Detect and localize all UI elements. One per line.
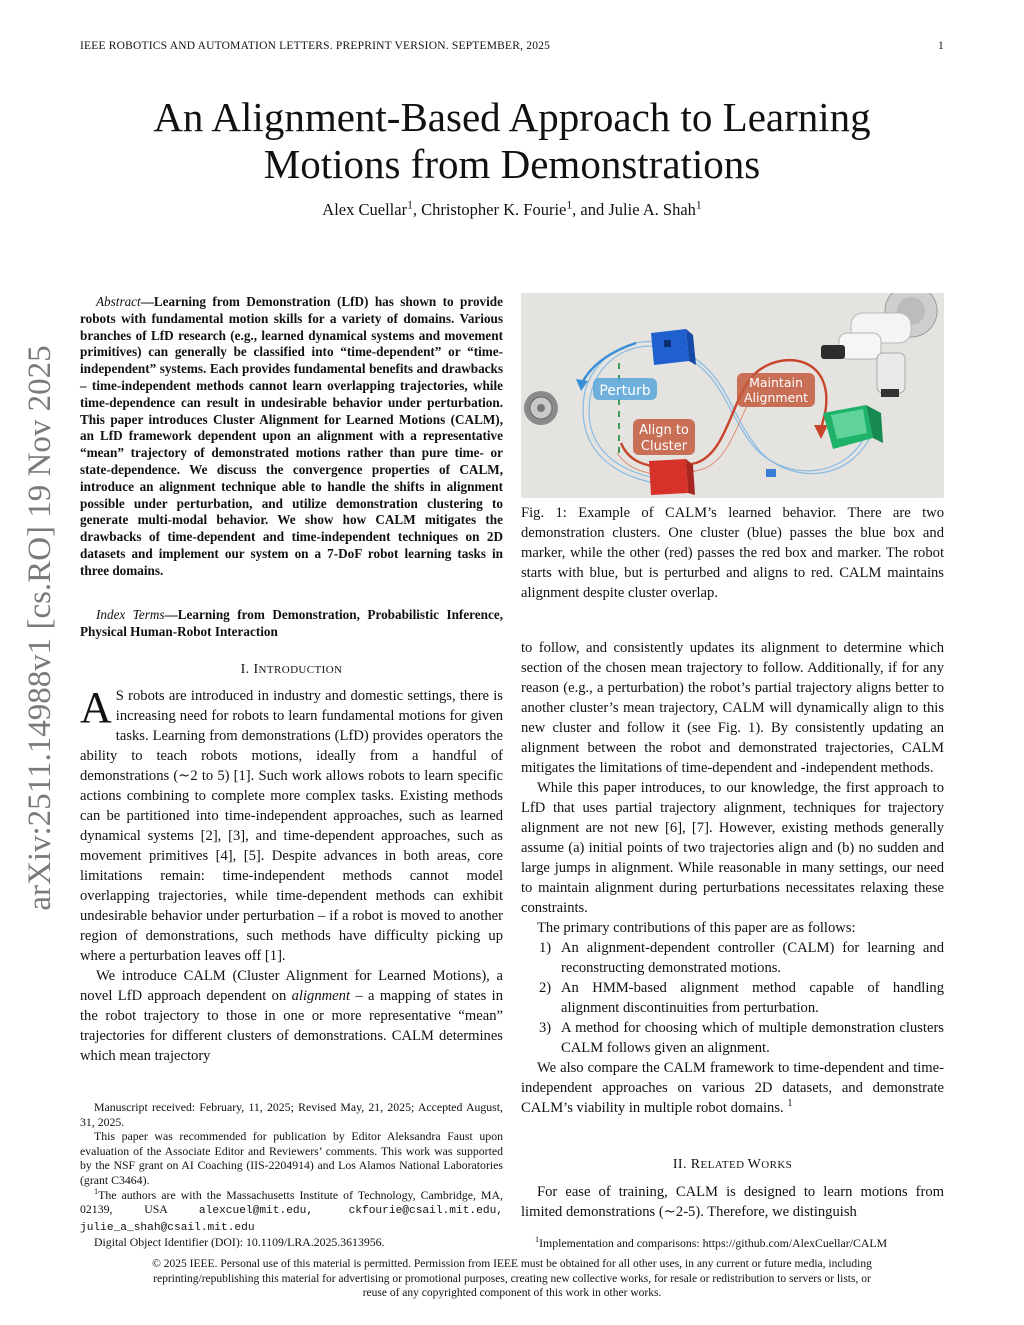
abstract (80, 294, 503, 580)
contributions-list (521, 938, 944, 1058)
section-numeral: I. (240, 662, 254, 677)
right-footnote (521, 1236, 944, 1251)
index-terms (80, 607, 503, 641)
list-item-text: A method for choosing which of multiple demonstration clusters CALM follows given an alignment. (561, 1020, 944, 1056)
label-align-line-2: Cluster (640, 439, 688, 454)
author-name: Julie A. Shah (608, 200, 696, 219)
figure-1-image (521, 293, 944, 498)
label-align-line-1: Align to (639, 423, 689, 438)
label-maintain-alignment (737, 373, 815, 407)
figure-1-illustration (521, 293, 944, 498)
running-header (80, 40, 944, 52)
list-item-text: An HMM-based alignment method capable of handling alignment discontinuities from perturbation. (561, 980, 944, 1016)
related-works-paragraph-1: For ease of training, CALM is designed to learn motions from limited demonstrations (∼2-5). Therefore, we distinguish (521, 1184, 944, 1220)
section-heading-related-works (521, 1157, 944, 1173)
arxiv-identifier: arXiv:2511.14988v1 [cs.RO] 19 Nov 2025 (22, 345, 58, 911)
marker-disc (524, 391, 558, 425)
footnote-mark: 1 (787, 1098, 793, 1110)
author-affiliation-mark: 1 (695, 199, 702, 212)
author-name: Alex Cuellar (322, 200, 408, 219)
figure-1-caption: Fig. 1: Example of CALM’s learned behavior. There are two demonstration clusters. One cluster (blue) passes the blue box and marker, while the other (red) passes the red box and marker. The robot starts with blue, but is perturbed and aligns to red. CALM maintains alignment despite cluster overlap. (521, 505, 944, 601)
right-column-body (521, 638, 944, 1118)
section-heading-rest: NTRODUCTION (258, 664, 343, 676)
affiliation-mark: 1 (94, 1186, 99, 1196)
label-maintain-line-2: Alignment (743, 390, 809, 405)
related-works-body (521, 1182, 944, 1222)
recommendation-note: This paper was recommended for publication by Editor Aleksandra Faust upon evaluation of the Associate Editor and Reviewers’ comments. This work was supported by the NSF grant on AI Coaching (IIS-2204914) and Los Alamos National Laboratories (grant C3464). (80, 1129, 503, 1187)
affiliation-text: The authors are with the Massachusetts Institute of Technology, Cambridge, MA, 02139, USA (80, 1187, 503, 1217)
author-list (80, 200, 944, 220)
list-item (521, 1018, 944, 1058)
list-item (521, 978, 944, 1018)
section-heading-cap: I (253, 662, 259, 677)
abstract-text: —Learning from Demonstration (LfD) has shown to provide robots with fundamental motion skills for a variety of domains. Various branches of LfD research (e.g., learned dynamical systems and movement primitives) can generally be classified into “time-dependent” or “time-independent” systems. Each provides fundamental benefits and drawbacks – time-independent methods cannot learn overlapping trajectories, while time-dependence can result in undesirable behavior under perturbation. This paper introduces Cluster Alignment for Learned Motions (CALM), an LfD framework dependent upon an alignment with a representative “mean” trajectory of demonstrated motions rather than pure time- or state-dependence. We discuss the convergence properties of CALM, introduce an alignment technique able to handle the shifts in alignment possible under perturbation, and utilize demonstration clustering to generate multi-modal behavior. We show how CALM mitigates the drawbacks of time-dependent and time-independent techniques on 2D datasets and implement our system on a 7-DoF robot learning tasks in three domains. (80, 294, 503, 578)
abstract-label: Abstract (96, 294, 141, 309)
list-item (521, 938, 944, 978)
footnote-text: Implementation and comparisons: https://github.com/AlexCuellar/CALM (539, 1236, 888, 1250)
blue-marker (766, 469, 776, 477)
left-footnotes (80, 1100, 503, 1250)
index-terms-text: —Learning from Demonstration, Probabilistic Inference, Physical Human-Robot Interaction (80, 607, 503, 639)
right-paragraph-2: While this paper introduces, to our knowledge, the first approach to LfD that uses partial trajectory alignment, techniques for trajectory alignment are not new [6], [7]. However, existing methods generally assume (a) initial points of two trajectories align and (b) no sudden and large jumps in alignment. While reasonable in many settings, our need to maintain alignment during perturbations necessitates relaxing these constraints. (521, 780, 944, 916)
list-item-number: 3) (539, 1020, 552, 1036)
doi: Digital Object Identifier (DOI): 10.1109/LRA.2025.3613956. (94, 1235, 385, 1250)
author-name: Christopher K. Fourie (421, 200, 567, 219)
section-heading-cap: W (747, 1157, 762, 1172)
author-affiliation-mark: 1 (566, 199, 573, 212)
page-number: 1 (938, 40, 944, 52)
index-terms-label: Index Terms (96, 607, 165, 622)
blue-box (651, 329, 696, 365)
label-maintain-line-1: Maintain (749, 375, 803, 390)
author-emails: alexcuel@mit.edu, ckfourie@csail.mit.edu, julie_a_shah@csail.mit.edu (80, 1205, 503, 1234)
intro-paragraph-2a: We introduce CALM (Cluster Alignment for Learned Motions), a novel LfD approach dependent on (80, 968, 503, 1004)
drop-cap: A (80, 683, 112, 732)
author-separator: , (412, 200, 422, 219)
list-item-number: 2) (539, 980, 552, 996)
red-box (649, 459, 695, 495)
arxiv-stamp (18, 258, 62, 998)
list-item-number: 1) (539, 940, 552, 956)
right-paragraph-3: The primary contributions of this paper are as follows: (537, 920, 856, 936)
section-heading-rest: ORKS (761, 1159, 793, 1171)
section-numeral: II. (672, 1157, 691, 1172)
right-paragraph-4: We also compare the CALM framework to time-dependent and time-independent approaches on various 2D datasets, and demonstrate CALM’s viability in multiple robot domains. (521, 1060, 944, 1116)
intro-paragraph-2b: – a mapping of states in the robot trajectory to those in one or more representative “mean” trajectories for different clusters of demonstrations. CALM determines which mean trajectory (80, 988, 503, 1064)
intro-paragraph-1: S robots are introduced in industry and domestic settings, there is increasing need for robots to learn fundamental motions for given tasks. Learning from demonstrations (LfD) provides operators the ability to teach robots motions, ideally from a handful of demonstrations (∼2 to 5) [1]. Such work allows robots to learn specific actions combining to complete more complex tasks. Existing methods can be partitioned into time-independent approaches, such as learned dynamical systems [2], [3], and time-dependent approaches, such as movement primitives [4], [5]. Despite advances in both areas, core limitations remain: time-independent methods cannot model overlapping trajectories, while time-dependent methods can exhibit undesirable behavior under perturbation – if a robot is moved to another region of demonstrations, such methods have difficulty picking up where a perturbation leaves off [1]. (80, 688, 503, 964)
author-affiliation-mark: 1 (407, 199, 413, 212)
copyright-notice: © 2025 IEEE. Personal use of this material is permitted. Permission from IEEE must be obtained for all other uses, in any current or future media, including reprinting/republishing this material for advertising or promotional purposes, creating new collective works, for resale or redistribution to servers or lists, or reuse of any copyrighted component of this work in other works. (152, 1258, 872, 1299)
footnote-number: 1 (535, 1235, 540, 1245)
journal-name: IEEE ROBOTICS AND AUTOMATION LETTERS. PREPRINT VERSION. SEPTEMBER, 2025 (80, 40, 551, 52)
manuscript-dates: Manuscript received: February, 11, 2025; Revised May, 21, 2025; Accepted August, 31, 2025. (80, 1100, 503, 1129)
list-item-text: An alignment-dependent controller (CALM) for learning and reconstructing demonstrated motions. (561, 940, 944, 976)
section-heading-introduction (80, 662, 503, 678)
introduction-body (80, 683, 503, 1066)
section-heading-cap: R (690, 1157, 701, 1172)
label-align-to-cluster (633, 419, 695, 455)
emphasis-alignment: alignment (291, 988, 350, 1004)
paper-title: An Alignment-Based Approach to Learning Motions from Demonstrations (153, 94, 871, 187)
svg-text:Perturb: Perturb (599, 383, 651, 399)
label-perturb (593, 378, 657, 400)
right-paragraph-1: to follow, and consistently updates its alignment to determine which section of the chosen mean trajectory to follow. Additionally, if for any reason (e.g., a perturbation) the robot’s partial trajectory aligns better to another cluster’s mean trajectory, CALM will dynamically align to this new cluster and follow it (see Fig. 1). By consistently updating an alignment between the robot and demonstrated trajectories, CALM mitigates the limitations of time-dependent and -independent methods. (521, 640, 944, 776)
section-heading-rest: ELATED (700, 1159, 748, 1171)
author-separator: , and (572, 200, 609, 219)
